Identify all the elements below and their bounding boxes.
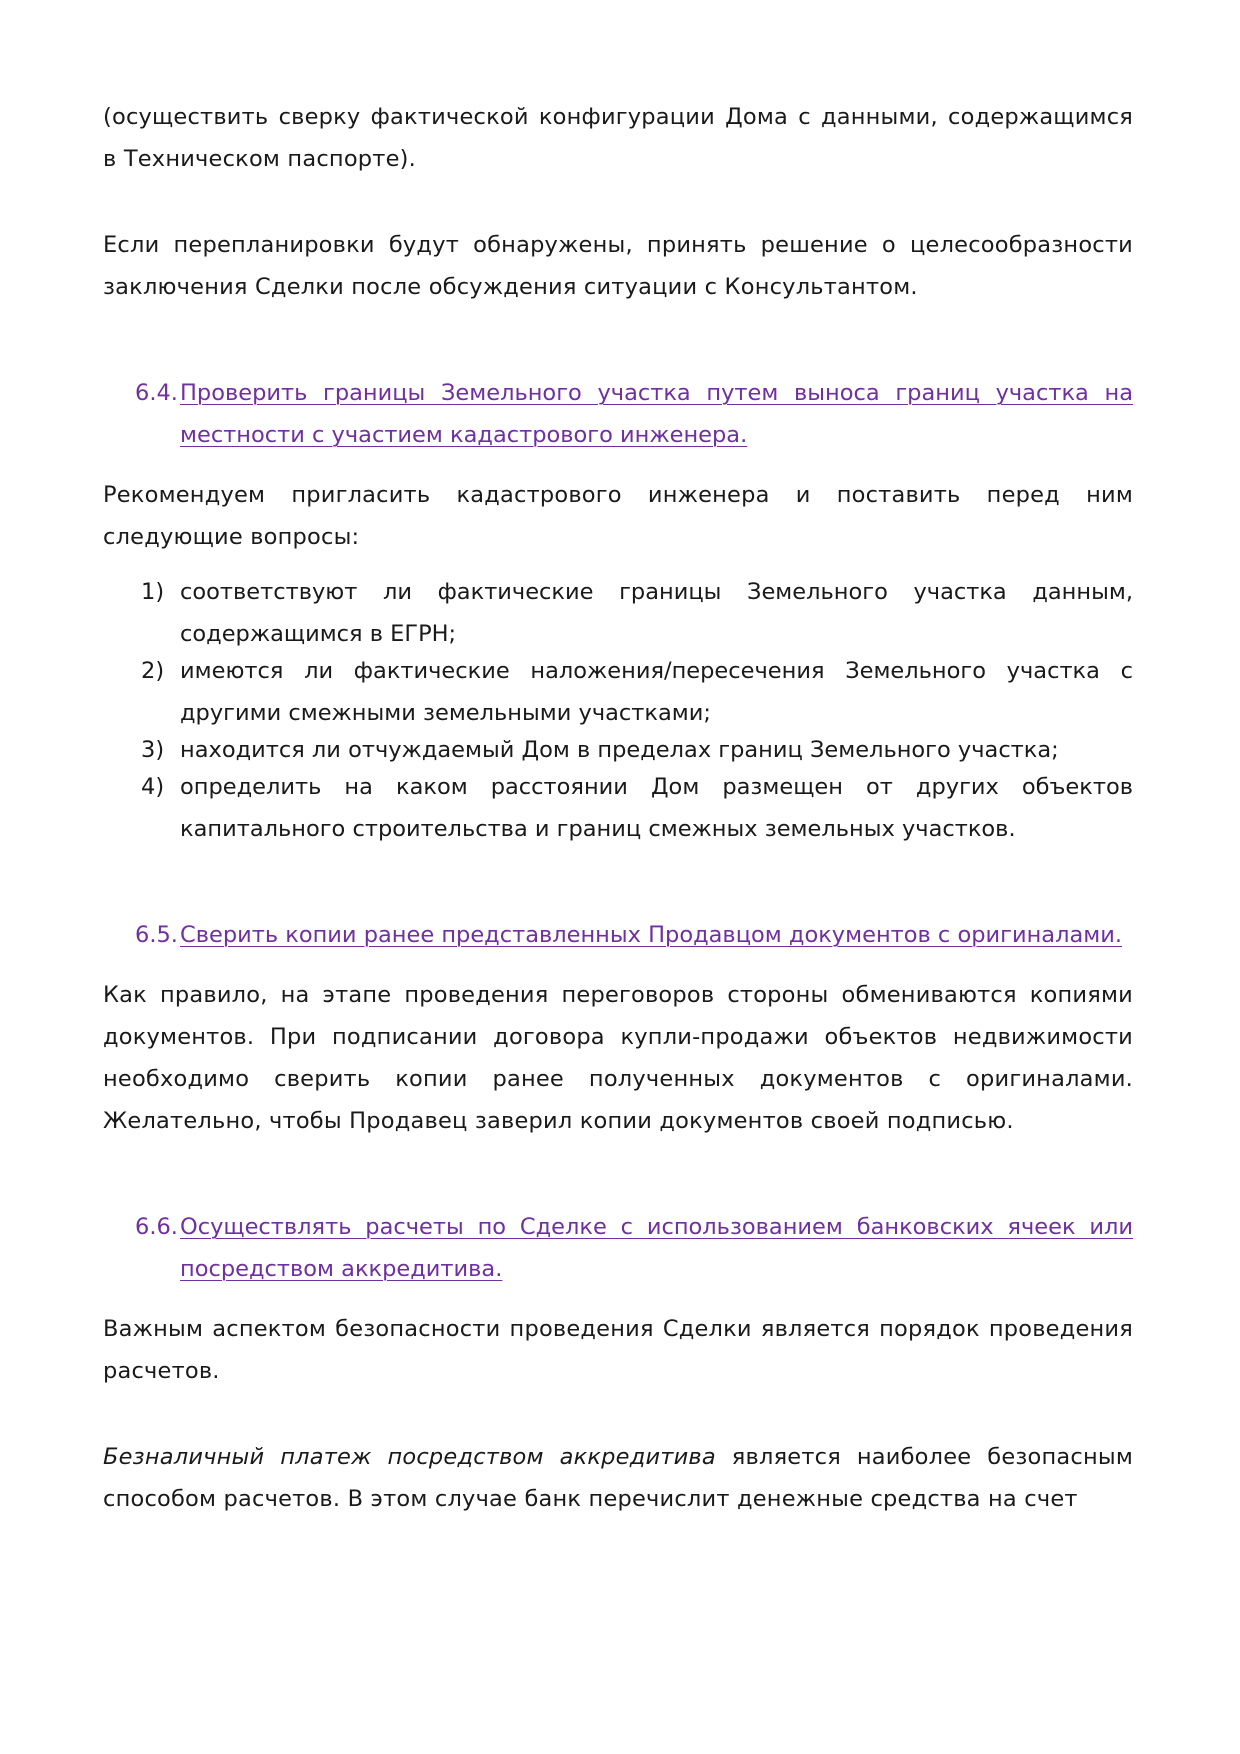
section-number-6-5: 6.5. <box>135 922 178 948</box>
list-marker: 2) <box>141 658 165 684</box>
section-6-4-intro: Рекомендуем пригласить кадастрового инженера и поставить перед ним следующие вопросы: <box>103 482 1133 550</box>
list-item <box>103 729 1133 771</box>
section-6-4-question-list <box>103 571 1133 850</box>
list-item-text: находится ли отчуждаемый Дом в пределах границ Земельного участка; <box>180 737 1059 763</box>
letter-of-credit-continuation: является наиболее безопасным способом расчетов. В этом случае банк перечислит денежные средства на счет <box>103 1444 1134 1512</box>
list-item-text: имеются ли фактические наложения/пересечения Земельного участка с другими смежными земельными участками; <box>180 658 1133 726</box>
paragraph-letter-of-credit <box>103 1436 1133 1520</box>
section-6-5-body: Как правило, на этапе проведения переговоров стороны обмениваются копиями документов. При подписании договора купли-продажи объектов недвижимости необходимо сверить копии ранее полученных документов с оригиналами. Желательно, чтобы Продавец заверил копии документов своей подписью. <box>103 982 1133 1134</box>
paragraph-replanning-decision: Если перепланировки будут обнаружены, принять решение о целесообразности заключения Сделки после обсуждения ситуации с Консультантом. <box>103 232 1133 300</box>
list-item-text: определить на каком расстоянии Дом размещен от других объектов капитального строительства и границ смежных земельных участков. <box>180 774 1133 842</box>
emphasis-letter-of-credit: Безналичный платеж посредством аккредитива <box>103 1444 716 1470</box>
section-heading-6-5[interactable] <box>103 914 1133 956</box>
document-page <box>103 96 1133 1520</box>
section-title-6-4[interactable]: Проверить границы Земельного участка путем выноса границ участка на местности с участием кадастрового инженера. <box>180 380 1133 448</box>
list-item-text: соответствуют ли фактические границы Земельного участка данным, содержащимся в ЕГРН; <box>180 579 1133 647</box>
list-marker: 1) <box>141 579 165 605</box>
section-title-6-5[interactable]: Сверить копии ранее представленных Продавцом документов с оригиналами. <box>180 922 1122 948</box>
list-item <box>103 766 1133 850</box>
section-6-6-body: Важным аспектом безопасности проведения Сделки является порядок проведения расчетов. <box>103 1316 1133 1384</box>
list-item <box>103 571 1133 655</box>
paragraph-configuration-check: (осуществить сверку фактической конфигурации Дома с данными, содержащимся в Техническом паспорте). <box>103 104 1133 172</box>
section-number-6-6: 6.6. <box>135 1214 178 1240</box>
section-number-6-4: 6.4. <box>135 380 178 406</box>
section-heading-6-4[interactable] <box>103 372 1133 456</box>
list-marker: 3) <box>141 737 165 763</box>
list-item <box>103 650 1133 734</box>
list-marker: 4) <box>141 774 165 800</box>
section-heading-6-6[interactable] <box>103 1206 1133 1290</box>
section-title-6-6[interactable]: Осуществлять расчеты по Сделке с использованием банковских ячеек или посредством аккредитива. <box>180 1214 1133 1282</box>
